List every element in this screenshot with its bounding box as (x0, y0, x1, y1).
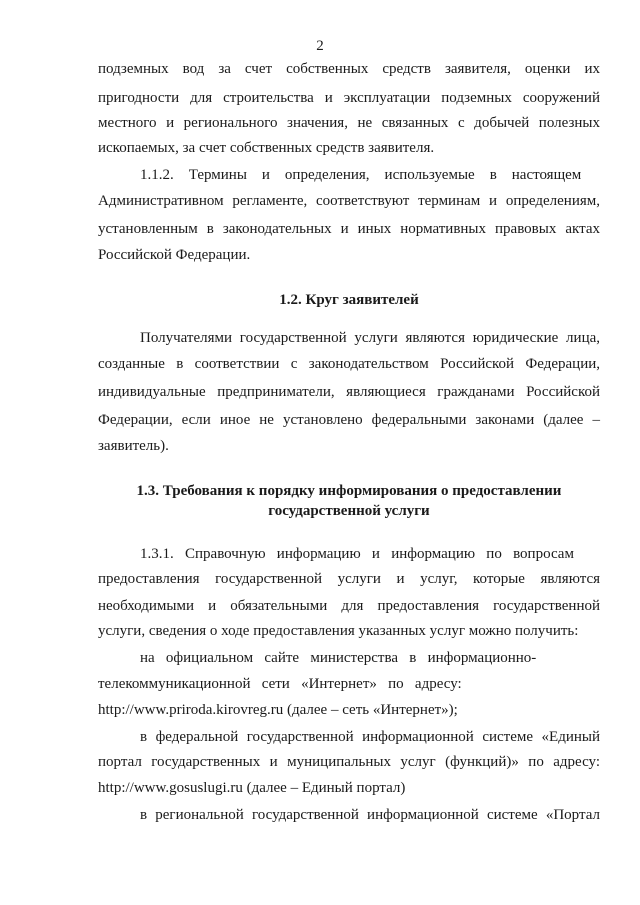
paragraph-line: установленным в законодательных и иных нормативных правовых актах (98, 221, 600, 237)
section-heading: 1.3. Требования к порядку информирования о предоставлении (136, 483, 562, 499)
paragraph-line: подземных вод за счет собственных средств заявителя, оценки их (98, 61, 600, 77)
paragraph-line: http://www.priroda.kirovreg.ru (далее – сеть «Интернет»); (98, 702, 458, 718)
paragraph-line: 1.3.1. Справочную информацию и информацию по вопросам (140, 546, 574, 562)
paragraph-line: Российской Федерации. (98, 247, 251, 263)
paragraph-line: необходимыми и обязательными для предоставления государственной (98, 598, 600, 614)
paragraph-line: Административном регламенте, соответствуют терминам и определениям, (98, 193, 600, 209)
paragraph-line: в федеральной государственной информационной системе «Единый (140, 729, 600, 745)
paragraph-line: услуги, сведения о ходе предоставления указанных услуг можно получить: (98, 623, 579, 639)
section-heading: 1.2. Круг заявителей (279, 292, 419, 308)
paragraph-line: индивидуальные предприниматели, являющиеся гражданами Российской (98, 384, 600, 400)
paragraph-line: портал государственных и муниципальных услуг (функций)» по адресу: (98, 754, 600, 770)
paragraph-line: предоставления государственной услуги и услуг, которые являются (98, 571, 600, 587)
paragraph-line: телекоммуникационной сети «Интернет» по адресу: (98, 676, 462, 692)
paragraph-line: созданные в соответствии с законодательством Российской Федерации, (98, 356, 600, 372)
paragraph-line: местного и регионального значения, не связанных с добычей полезных (98, 115, 600, 131)
page-number: 2 (316, 38, 324, 54)
section-heading: государственной услуги (268, 503, 430, 519)
paragraph-line: http://www.gosuslugi.ru (далее – Единый портал) (98, 780, 406, 796)
paragraph-line: 1.1.2. Термины и определения, используемые в настоящем (140, 167, 582, 183)
paragraph-line: на официальном сайте министерства в информационно- (140, 650, 537, 666)
paragraph-line: в региональной государственной информационной системе «Портал (140, 807, 600, 823)
paragraph-line: Получателями государственной услуги являются юридические лица, (140, 330, 600, 346)
paragraph-line: заявитель). (98, 438, 169, 454)
paragraph-line: Федерации, если иное не установлено федеральными законами (далее – (98, 412, 600, 428)
paragraph-line: ископаемых, за счет собственных средств заявителя. (98, 140, 435, 156)
paragraph-line: пригодности для строительства и эксплуатации подземных сооружений (98, 90, 600, 106)
